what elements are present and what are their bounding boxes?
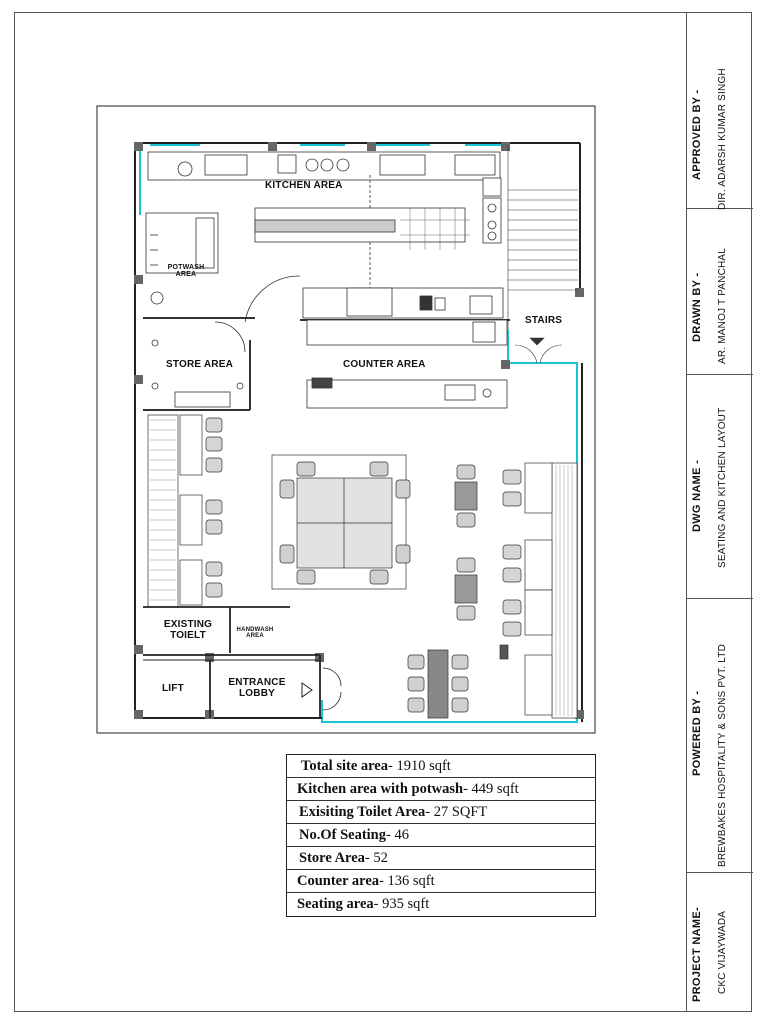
right-booth-seating	[500, 463, 577, 718]
title-block-divider	[687, 598, 753, 599]
area-row-value: - 52	[364, 850, 388, 866]
area-row-label: Counter area	[297, 873, 380, 889]
powered-by-heading: POWERED BY -	[691, 690, 703, 776]
area-row	[287, 778, 595, 801]
area-row-value: - 136 sqft	[379, 873, 435, 889]
entrance-lobby-label	[224, 677, 290, 699]
area-row-value: - 1910 sqft	[388, 758, 451, 774]
dwg-name-value: SEATING AND KITCHEN LAYOUT	[717, 407, 728, 568]
potwash-label-line2: AREA	[175, 271, 197, 278]
existing-toilet-label	[156, 619, 220, 641]
lobby-label-line2: LOBBY	[239, 688, 275, 699]
kitchen-equipment	[143, 152, 510, 322]
area-row	[287, 847, 595, 870]
drawn-by-heading: DRAWN BY -	[691, 272, 703, 342]
area-row-label: Exisiting Toilet Area	[299, 804, 426, 820]
title-block-divider	[687, 872, 753, 873]
area-row	[287, 824, 595, 847]
staircase	[508, 145, 578, 363]
powered-by-value: BREWBAKES HOSPITALITY & SONS PVT. LTD	[717, 643, 728, 867]
area-row-value: - 27 SQFT	[425, 804, 488, 820]
drawn-by-value: AR. MANOJ T PANCHAL	[717, 247, 728, 364]
dwg-name-heading: DWG NAME -	[691, 459, 703, 532]
counter-area-label: COUNTER AREA	[343, 359, 426, 370]
central-table-cluster	[272, 455, 410, 589]
area-row	[287, 893, 595, 916]
area-summary-table	[286, 754, 596, 917]
left-booth-seating	[148, 415, 222, 607]
lobby-label-line1: ENTRANCE	[228, 677, 286, 688]
potwash-label-line1: POTWASH	[167, 264, 205, 271]
store-area-label: STORE AREA	[166, 359, 234, 370]
area-row	[287, 870, 595, 893]
approved-by-heading: APPROVED BY -	[691, 89, 703, 180]
title-block-divider	[687, 374, 753, 375]
area-row-label: Store Area	[299, 850, 365, 866]
handwash-label-line1: HANDWASH	[236, 627, 274, 633]
area-row-value: - 449 sqft	[463, 781, 519, 797]
title-block	[686, 12, 752, 1012]
area-row-value: - 46	[386, 827, 409, 843]
area-row-label: Total site area	[301, 758, 388, 774]
area-row-label: Kitchen area with potwash	[297, 781, 464, 797]
handwash-area-label	[233, 627, 277, 639]
project-name-value: CKC VIJAYWADA	[717, 910, 728, 994]
potwash-area-label	[166, 264, 206, 278]
long-table	[408, 650, 468, 718]
project-name-heading: PROJECT NAME-	[691, 907, 703, 1002]
toilet-label-line2: TOIELT	[170, 630, 206, 641]
kitchen-area-label: KITCHEN AREA	[265, 180, 343, 191]
stairs-label: STAIRS	[525, 315, 563, 326]
area-row-label: Seating area	[297, 896, 374, 912]
handwash-label-line2: AREA	[246, 633, 264, 639]
toilet-label-line1: EXISTING	[163, 619, 213, 630]
lift-label: LIFT	[162, 683, 184, 694]
area-row-label: No.Of Seating	[299, 827, 386, 843]
two-seater-tables	[455, 465, 477, 620]
area-row-value: - 935 sqft	[373, 896, 430, 912]
area-row	[287, 801, 595, 824]
approved-by-value: DIR. ADARSH KUMAR SINGH	[717, 68, 728, 210]
area-row	[287, 755, 595, 778]
